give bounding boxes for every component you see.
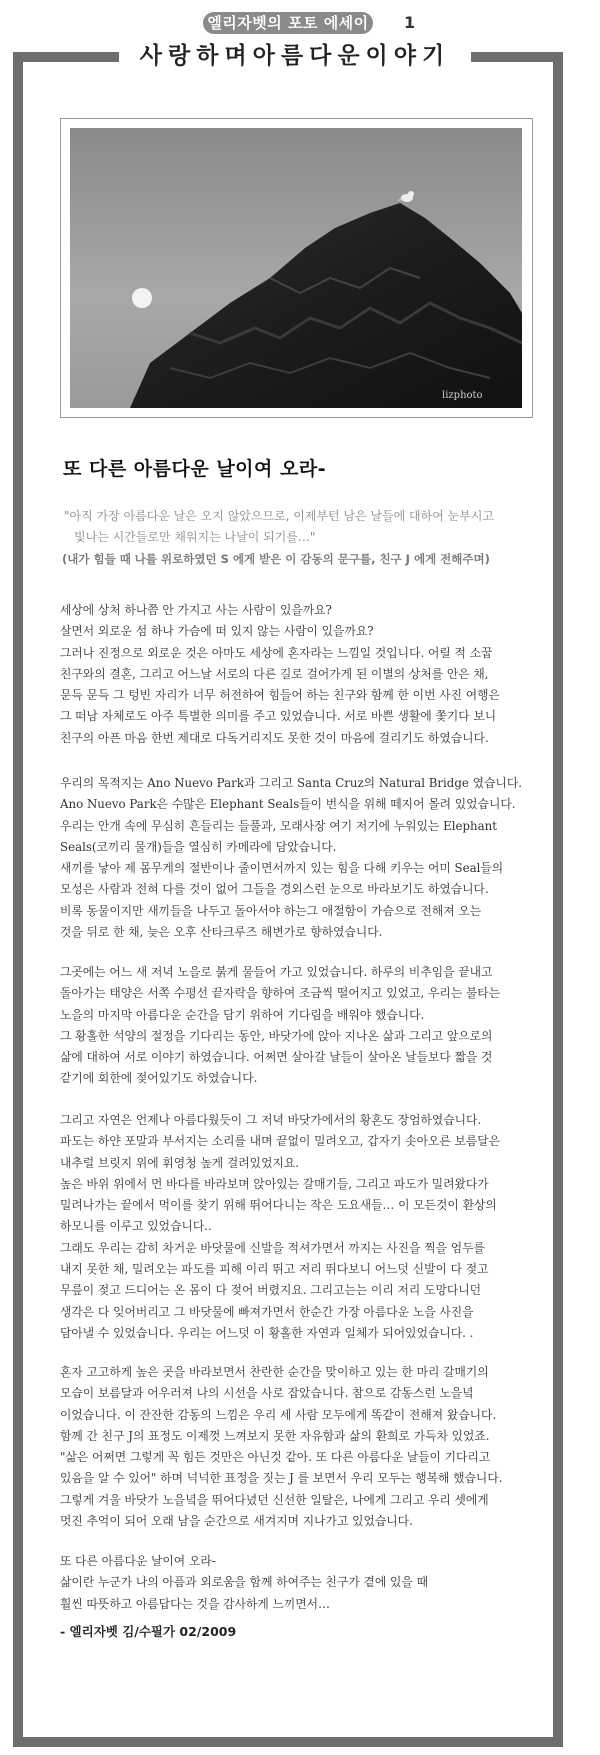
body-line: Ano Nuevo Park은 수많은 Elephant Seals들이 번식을 위해 떼지어 몰려 있었습니다. [60, 797, 516, 812]
body-line: 또 다른 아름다운 날이여 오라- [60, 1554, 216, 1568]
quote-line-1: "아직 가장 아름다운 날은 오지 않았으므로, 이제부턴 남은 날들에 대하여 눈부시고 [64, 509, 495, 523]
body-line: 혼자 고고하게 높은 곳을 바라보면서 찬란한 순간을 맞이하고 있는 한 마리 갈매기의 [60, 1365, 489, 1379]
frame-top-right [471, 52, 563, 62]
body-line: 생각은 다 잊어버리고 그 바닷물에 빠져가면서 한순간 가장 아름다운 노을 사진을 [60, 1304, 474, 1319]
body-line: 새끼를 낳아 제 몸무게의 절반이나 줄이면서까지 있는 힘을 다해 키우는 어미 Seal들의 [60, 861, 504, 876]
body-line: 같기에 회한에 젖어있기도 하였습니다. [60, 1071, 258, 1086]
body-line: 이었습니다. 이 잔잔한 감동의 느낌은 우리 세 사람 모두에게 똑같이 전해져 왔습니다. [60, 1407, 497, 1422]
body-line: 모성은 사람과 전혀 다를 것이 없어 그들을 경외스런 눈으로 바라보기도 하였습니다. [60, 882, 489, 897]
body-line: 친구와의 결혼, 그리고 어느날 서로의 다른 길로 걸어가게 된 이별의 상처를 안은 채, [60, 666, 489, 681]
body-line: 우리의 목적지는 Ano Nuevo Park과 그리고 Santa Cruz의 Natural Bridge 였습니다. [60, 776, 522, 790]
body-line: 내지 못한 채, 밀려오는 파도를 피해 이리 뛰고 저리 뛰다보니 어느덧 신발이 다 젖고 [60, 1262, 489, 1277]
body-line: 삶에 대하여 서로 이야기 하였습니다. 어쩌면 살아갈 날들이 살아온 날들보다 짧을 것 [60, 1050, 493, 1065]
body-line: Seals(코끼리 물개)들을 열심히 카메라에 담았습니다. [60, 839, 337, 854]
paragraph-6 [60, 1551, 538, 1615]
body-line: 그래도 우리는 감히 차거운 바닷물에 신발을 적셔가면서 까지는 사진을 찍을 엄두를 [60, 1240, 485, 1255]
quote-line-2: 빛나는 시간들로만 채워지는 나날이 되기를…" [74, 530, 316, 544]
page-title: 사랑하며아름다운이야기 [120, 38, 470, 74]
author-signature: - 엘리자벳 김/수필가 02/2009 [60, 1624, 237, 1639]
essay-title: 또 다른 아름다운 날이여 오라- [63, 458, 327, 480]
body-line: 함께 간 친구 J의 표정도 이제껏 느껴보지 못한 자유함과 삶의 환희로 가득차 있었죠. [60, 1428, 490, 1443]
dedication-note: (내가 힘들 때 나를 위로하였던 S 에게 받은 이 감동의 문구를, 친구 J 에게 전해주며) [62, 552, 490, 566]
body-line: 것을 뒤로 한 채, 늦은 오후 산타크루즈 해변가로 향하였습니다. [60, 925, 383, 940]
body-line: 내추럴 브릿지 위에 휘영청 높게 걸려있었지요. [60, 1155, 300, 1170]
epigraph-quote [64, 506, 534, 548]
body-line: 비록 동물이지만 새끼들을 나두고 돌아서야 하는그 애절함이 가슴으로 전해져 오는 [60, 903, 482, 918]
frame-top-left [13, 52, 119, 62]
body-line: 살면서 외로운 섬 하나 가슴에 떠 있지 않는 사람이 있을까요? [60, 624, 374, 639]
body-line: "삶은 어쩌면 그렇게 꼭 힘든 것만은 아닌것 같아. 또 다른 아름다운 날들이 기다리고 [60, 1450, 491, 1465]
body-line: 파도는 하얀 포말과 부서지는 소리를 내며 끝없이 밀려오고, 갑자기 솟아오른 보름달은 [60, 1134, 501, 1149]
body-line: 우리는 안개 속에 무심히 흔들리는 들풀과, 모래사장 여기 저기에 누워있는 Elephant [60, 818, 498, 833]
body-line: 밀려나가는 끝에서 먹이를 찾기 위해 뛰어다니는 작은 도요새들… 이 모든것이 환상의 [60, 1198, 497, 1213]
moon [132, 288, 152, 308]
paragraph-3 [60, 962, 538, 1090]
body-line: 친구의 아픈 마음 한번 제대로 다독거리지도 못한 것이 마음에 걸리기도 하였습니다. [60, 730, 489, 745]
paragraph-1 [60, 600, 538, 749]
body-line: 문득 문득 그 텅빈 자리가 너무 허전하여 힘들어 하는 친구와 함께 한 이번 사진 여행은 [60, 688, 500, 703]
photo-credit: lizphoto [442, 390, 483, 401]
body-line: 모습이 보름달과 어우러져 나의 시선을 사로 잡았습니다. 참으로 감동스런 노을녘 [60, 1386, 474, 1401]
series-label: 엘리자벳의 포토 에세이 [203, 12, 373, 34]
series-number: 1 [404, 13, 416, 32]
body-line: 그곳에는 어느 새 저녁 노을로 붉게 물들어 가고 있었습니다. 하루의 비추임을 끝내고 [60, 965, 493, 979]
body-line: 높은 바위 위에서 먼 바다를 바라보며 앉아있는 갈매기들, 그리고 파도가 밀려왔다가 [60, 1176, 489, 1191]
paragraph-5 [60, 1362, 538, 1532]
body-line: 삶이란 누군가 나의 아픔과 외로움을 함께 하여주는 친구가 곁에 있을 때 [60, 1575, 428, 1590]
body-line: 세상에 상처 하나쯤 안 가지고 사는 사람이 있을까요? [60, 603, 332, 617]
seagull-moon-photo [70, 128, 522, 408]
body-line: 하모니를 이루고 있었습니다.. [60, 1219, 212, 1234]
body-line: 그리고 자연은 언제나 아름다웠듯이 그 저녁 바닷가에서의 황혼도 장엄하였습니다. [60, 1113, 482, 1127]
body-line: 있음을 알 수 있어" 하며 넉넉한 표정을 짓는 J 를 보면서 우리 모두는 행복해 했습니다. [60, 1471, 503, 1486]
body-line: 담아낼 수 있었습니다. 우리는 어느덧 이 황홀한 자연과 일체가 되어있었습니다. . [60, 1325, 474, 1340]
body-line: 돌아가는 태양은 서쪽 수평선 끝자락을 향하여 조금씩 떨어지고 있었고, 우리는 불타는 [60, 986, 501, 1001]
body-line: 그러나 진정으로 외로운 것은 아마도 세상에 혼자라는 느낌일 것입니다. 어릴 적 소꿉 [60, 645, 493, 660]
body-line: 그 황홀한 석양의 절정을 기다리는 동안, 바닷가에 앉아 지나온 삶과 그리고 앞으로의 [60, 1028, 493, 1043]
body-line: 그 떠남 자체로도 아주 특별한 의미를 주고 있었습니다. 서로 바쁜 생활에 쫓기다 보니 [60, 709, 497, 724]
body-line: 그렇게 겨울 바닷가 노을녘을 뛰어다녔던 신선한 일탈은, 나에게 그리고 우리 셋에게 [60, 1492, 489, 1507]
body-line: 멋진 추억이 되어 오래 남을 순간으로 새겨지며 지나가고 있었습니다. [60, 1514, 413, 1529]
body-line: 훨씬 따뜻하고 아름답다는 것을 감사하게 느끼면서… [60, 1596, 330, 1611]
paragraph-4 [60, 1110, 538, 1344]
body-line: 노을의 마지막 아름다운 순간을 담기 위하여 기다림을 배워야 했습니다. [60, 1007, 425, 1022]
paragraph-2 [60, 773, 538, 943]
body-line: 무릎이 젖고 드디어는 온 몸이 다 젖어 버렸지요. 그리고는는 이리 저리 도망다니던 [60, 1283, 482, 1298]
